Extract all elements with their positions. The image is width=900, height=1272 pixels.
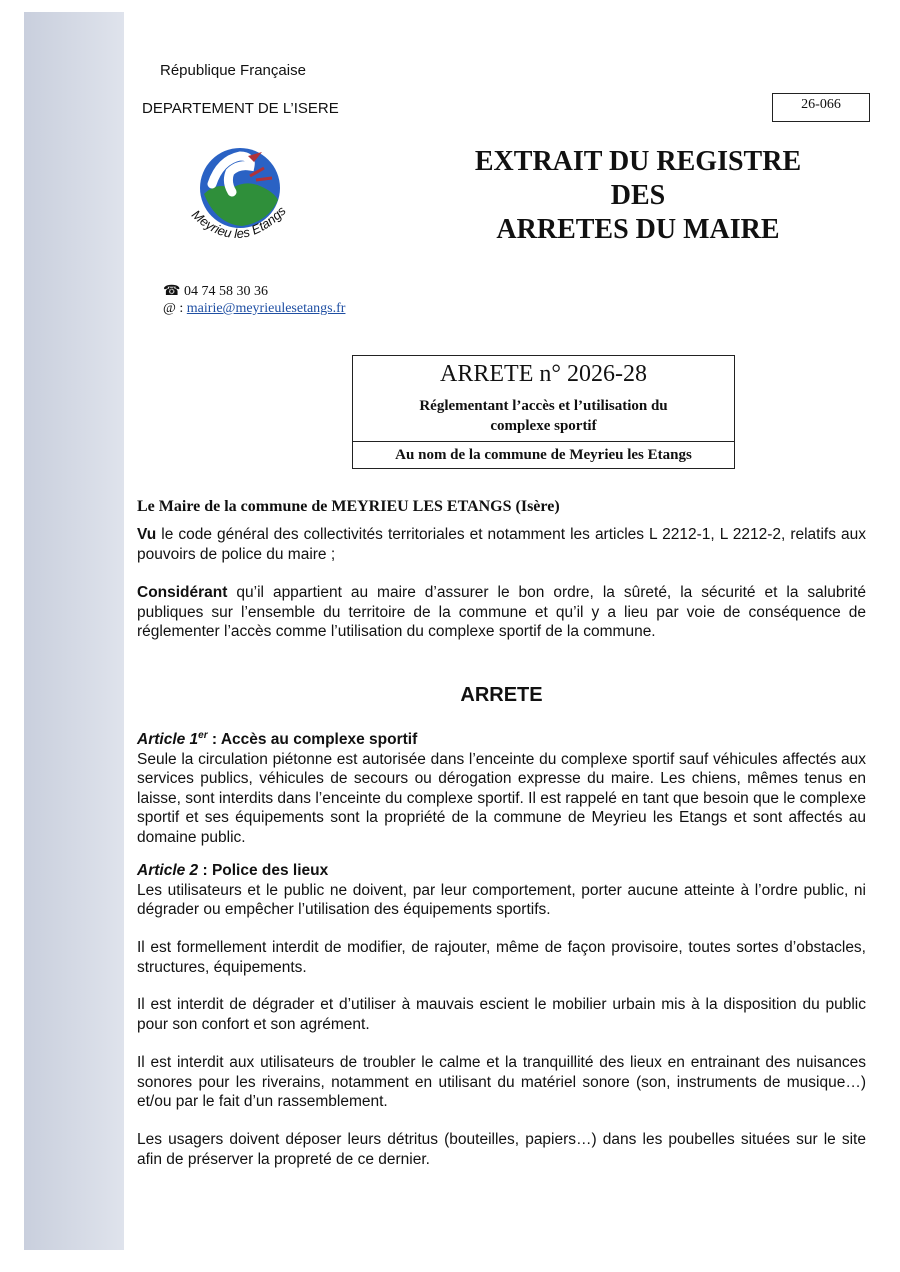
arrete-number: ARRETE n° 2026-28 xyxy=(440,361,647,387)
republique-francaise: République Française xyxy=(160,62,306,79)
contact-block xyxy=(163,283,345,317)
maire-heading: Le Maire de la commune de MEYRIEU LES ETANGS (Isère) xyxy=(137,498,560,515)
arrete-box xyxy=(352,355,735,469)
article-2-paragraph-5: Les usagers doivent déposer leurs détritus (bouteilles, papiers…) dans les poubelles situées sur le site afin de préserver la propreté de ce dernier. xyxy=(137,1131,866,1168)
article-1-sup: er xyxy=(198,730,208,741)
departement: DEPARTEMENT DE L’ISERE xyxy=(142,100,339,117)
reference-number-box: 26-066 xyxy=(772,93,870,122)
vu-paragraph xyxy=(137,525,866,564)
article-2-paragraph-4: Il est interdit aux utilisateurs de troubler le calme et la tranquillité des lieux en entrainant des nuisances sonores pour les riverains, notamment en utilisant du matériel sonore (son, instruments de musique…) et/ou par le fait d’un rassemblement. xyxy=(137,1054,866,1110)
article-2-paragraph-3: Il est interdit de dégrader et d’utiliser à mauvais escient le mobilier urbain mis à la disposition du public pour son confort et son agrément. xyxy=(137,996,866,1033)
title-line-2: DES xyxy=(610,180,666,211)
email-line xyxy=(163,300,345,317)
article-2-heading xyxy=(137,861,866,881)
considerant-label: Considérant xyxy=(137,584,228,601)
title-line-3: ARRETES DU MAIRE xyxy=(496,214,780,245)
document-title xyxy=(452,145,824,247)
arrete-box-divider xyxy=(353,441,734,442)
considerant-text: qu’il appartient au maire d’assurer le bon ordre, la sûreté, la sécurité et la salubrité publiques sur l’ensemble du territoire de la commune et qu’il y a lieu par voie de conséquence de réglementer l’accès comme l’utilisation du complexe sportif de la commune. xyxy=(137,584,866,640)
title-line-1: EXTRAIT DU REGISTRE xyxy=(474,146,802,177)
considerant-paragraph xyxy=(137,583,866,642)
phone-number: 04 74 58 30 36 xyxy=(183,284,268,299)
vu-text: le code général des collectivités territoriales et notamment les articles L 2212-1, L 2212-2, relatifs aux pouvoirs de police du maire ; xyxy=(137,526,866,563)
article-1-heading xyxy=(137,726,866,750)
vu-label: Vu xyxy=(137,526,157,543)
email-link[interactable]: mairie@meyrieulesetangs.fr xyxy=(186,301,346,316)
article-2-paragraph-2: Il est formellement interdit de modifier, de rajouter, même de façon provisoire, toutes sortes d’obstacles, structures, équipements. xyxy=(137,939,866,976)
article-2-title: : Police des lieux xyxy=(198,862,329,879)
arrete-subject-line-2: complexe sportif xyxy=(490,418,597,434)
article-1-text: Seule la circulation piétonne est autorisée dans l’enceinte du complexe sportif sauf véhicules affectés aux services publics, véhicules de secours ou dérogation expresse du maire. Les chiens, mêmes tenus en laisse, sont interdits dans l’enceinte du complexe sportif. Il est rappelé en tant que besoin que le complexe sportif et ses équipements sont la propriété de la commune de Meyrieu les Etangs et sont affectés au domaine public. xyxy=(137,750,866,846)
commune-logo xyxy=(176,142,296,260)
email-prefix: @ : xyxy=(163,301,184,316)
logo-text: Meyrieu les Etangs xyxy=(188,203,289,242)
arrete-subject xyxy=(353,396,734,436)
arrete-au-nom: Au nom de la commune de Meyrieu les Etangs xyxy=(395,447,692,463)
phone-icon: ☎ xyxy=(163,284,181,299)
article-1-title: : Accès au complexe sportif xyxy=(207,731,418,749)
arrete-heading: ARRETE xyxy=(460,684,543,706)
arrete-subject-line-1: Réglementant l’accès et l’utilisation du xyxy=(419,398,668,414)
scan-margin-band xyxy=(24,12,124,1250)
article-1-label: Article 1 xyxy=(137,731,199,749)
article-2-label: Article 2 xyxy=(137,862,199,879)
article-1 xyxy=(137,726,866,847)
phone-line xyxy=(163,283,345,300)
article-2 xyxy=(137,861,866,920)
article-2-paragraph-1: Les utilisateurs et le public ne doivent, par leur comportement, porter aucune atteinte à l’ordre public, ni dégrader ou empêcher l’utilisation des équipements sportifs. xyxy=(137,881,866,918)
